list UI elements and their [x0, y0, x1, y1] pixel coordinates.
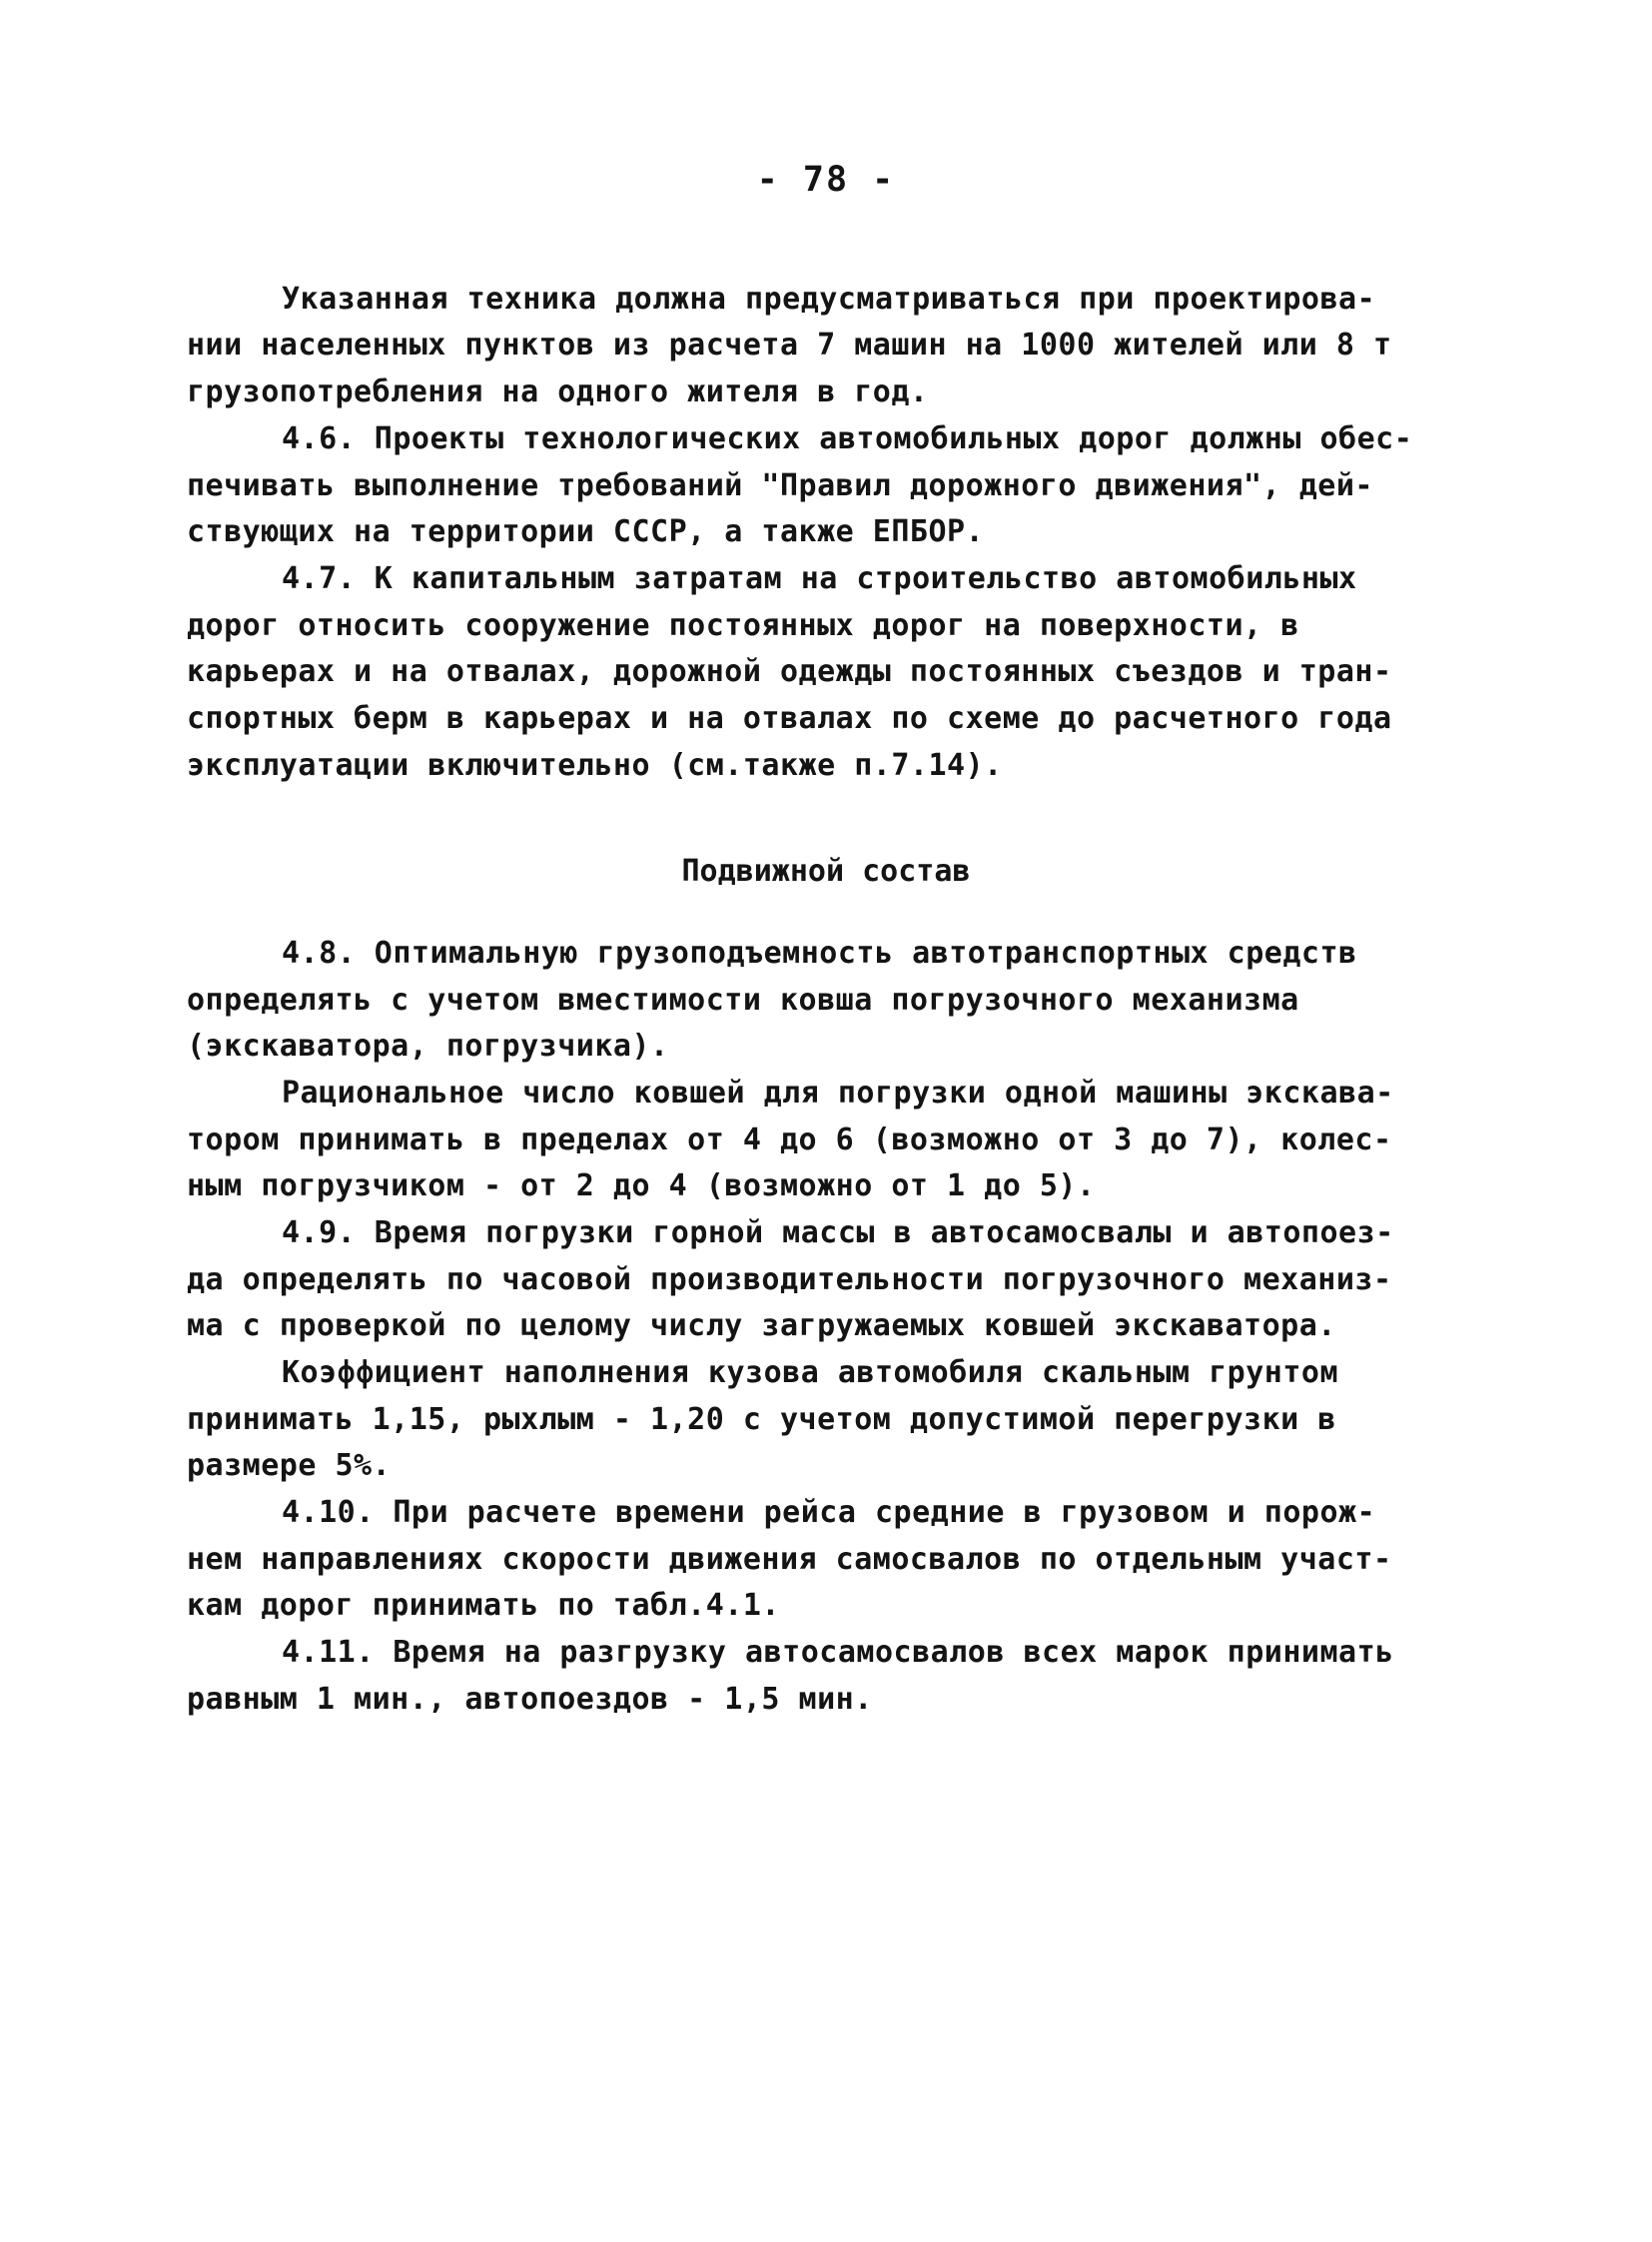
text-line: 4.11. Время на разгрузку автосамосвалов всех марок принимать [282, 1635, 1394, 1670]
text-line: нии населенных пунктов из расчета 7 машин на 1000 жителей или 8 т [187, 328, 1392, 363]
text-line: размере 5%. [187, 1448, 392, 1483]
text-line: Рациональное число ковшей для погрузки одной машины экскава- [282, 1076, 1394, 1111]
text-line: Указанная техника должна предусматриваться при проектирова- [282, 282, 1376, 317]
text-line: равным 1 мин., автопоездов - 1,5 мин. [187, 1682, 873, 1717]
text-line: 4.9. Время погрузки горной массы в автосамосвалы и автопоез- [282, 1215, 1394, 1250]
text-line: грузопотребления на одного жителя в год. [187, 374, 929, 409]
text-line: карьерах и на отвалах, дорожной одежды постоянных съездов и тран- [187, 654, 1392, 689]
text-line: кам дорог принимать по табл.4.1. [187, 1588, 780, 1623]
text-line: Коэффициент наполнения кузова автомобиля скальным грунтом [282, 1355, 1339, 1390]
text-line: (экскаватора, погрузчика). [187, 1029, 669, 1064]
text-line: ма с проверкой по целому числу загружаемых ковшей экскаватора. [187, 1308, 1336, 1343]
text-line: нем направлениях скорости движения самосвалов по отдельным участ- [187, 1542, 1392, 1577]
text-line: 4.6. Проекты технологических автомобильных дорог должны обес- [282, 421, 1413, 456]
page-number: - 78 - [756, 160, 896, 200]
text-line: спортных берм в карьерах и на отвалах по схеме до расчетного года [187, 701, 1392, 736]
text-line: эксплуатации включительно (см.также п.7.14). [187, 748, 1003, 783]
text-line: 4.8. Оптимальную грузоподъемность автотранспортных средств [282, 936, 1357, 971]
text-line: ным погрузчиком - от 2 до 4 (возможно от 1 до 5). [187, 1168, 1096, 1203]
text-line: печивать выполнение требований "Правил дорожного движения", дей- [187, 468, 1373, 503]
text-line: да определять по часовой производительности погрузочного механиз- [187, 1262, 1392, 1297]
section-heading: Подвижной состав [681, 854, 971, 889]
text-line: 4.7. К капитальным затратам на строительство автомобильных [282, 561, 1357, 596]
text-line: дорог относить сооружение постоянных дорог на поверхности, в [187, 608, 1299, 643]
text-line: принимать 1,15, рыхлым - 1,20 с учетом допустимой перегрузки в [187, 1402, 1336, 1437]
text-line: тором принимать в пределах от 4 до 6 (возможно от 3 до 7), колес- [187, 1122, 1392, 1157]
text-line: ствующих на территории СССР, а также ЕПБОР. [187, 514, 985, 549]
text-line: определять с учетом вместимости ковша погрузочного механизма [187, 983, 1299, 1018]
text-line: 4.10. При расчете времени рейса средние в грузовом и порож- [282, 1495, 1376, 1530]
